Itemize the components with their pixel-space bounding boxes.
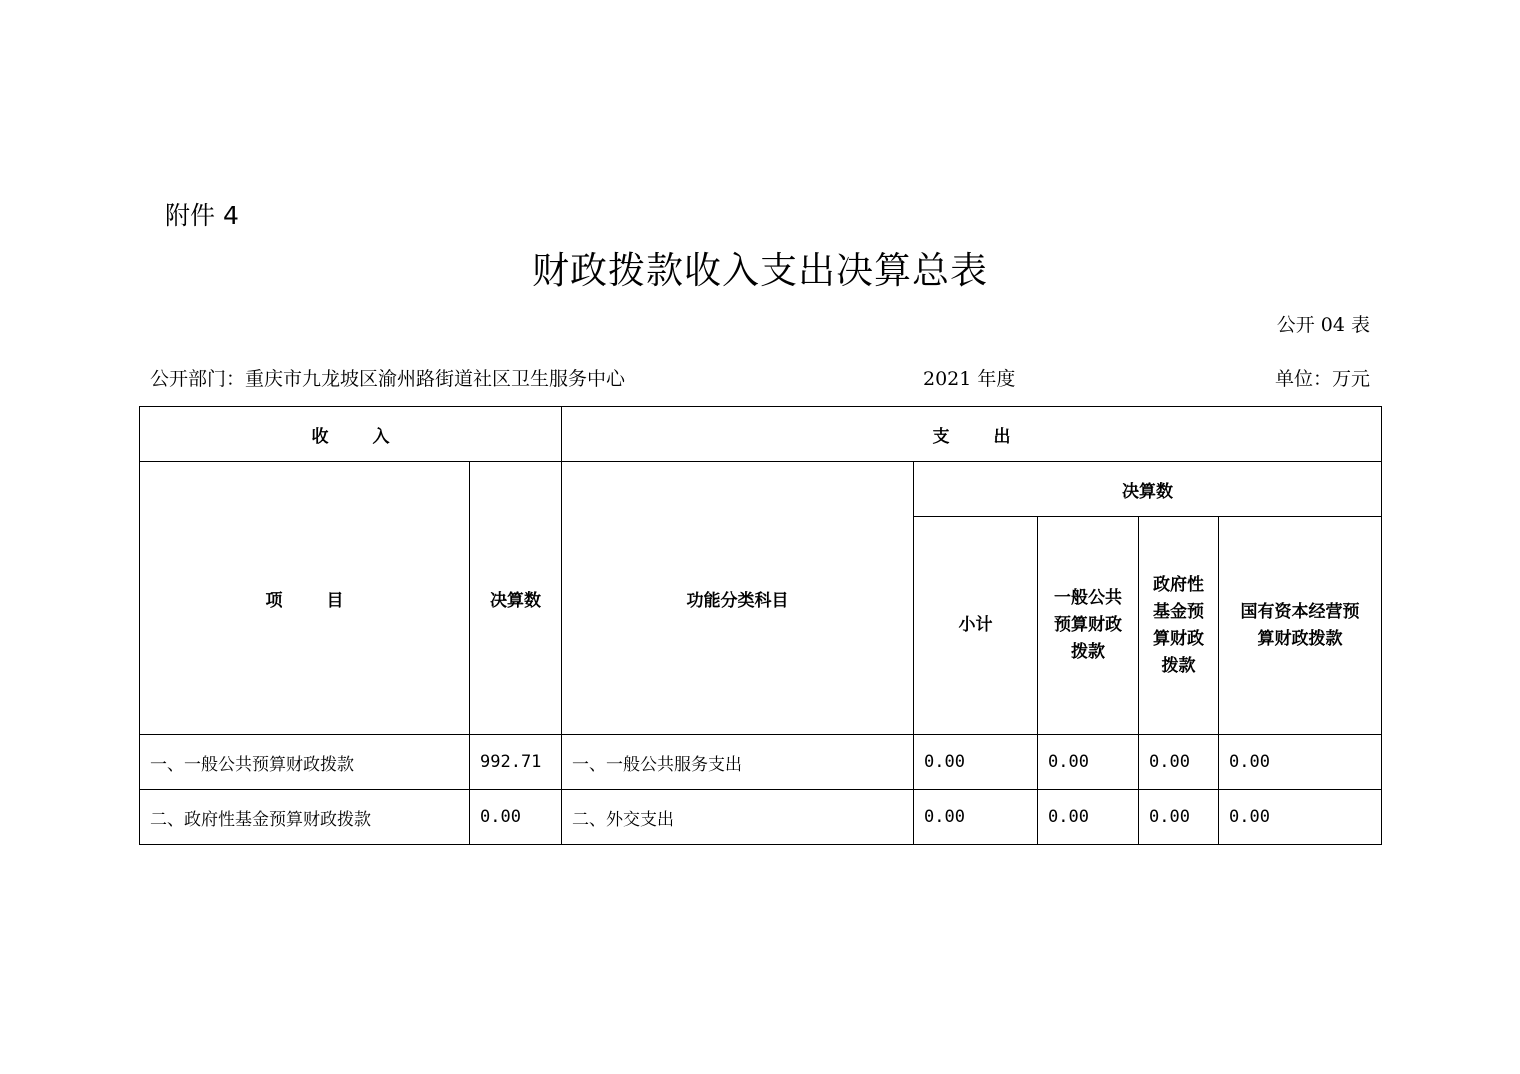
col-function: 功能分类科目	[562, 462, 914, 735]
col-general: 一般公共预算财政拨款	[1038, 517, 1139, 735]
expense-header-cell	[562, 407, 1382, 462]
row-item: 二、政府性基金预算财政拨款	[140, 790, 470, 845]
col-subtotal: 小计	[914, 517, 1038, 735]
row-fund: 0.00	[1139, 790, 1219, 845]
row-state-capital: 0.00	[1219, 790, 1382, 845]
expense-header: 支出	[932, 426, 1055, 447]
row-function: 一、一般公共服务支出	[562, 735, 914, 790]
col-item: 项目	[265, 590, 388, 611]
attachment-label: 附件 4	[165, 201, 239, 230]
form-code: 公开 04 表	[1276, 314, 1370, 336]
row-amount: 0.00	[470, 790, 562, 845]
row-function: 二、外交支出	[562, 790, 914, 845]
page-title: 财政拨款收入支出决算总表	[532, 249, 988, 292]
row-amount: 992.71	[470, 735, 562, 790]
row-fund: 0.00	[1139, 735, 1219, 790]
row-general: 0.00	[1038, 790, 1139, 845]
fiscal-year: 2021 年度	[923, 368, 1016, 390]
income-header: 收入	[311, 426, 434, 447]
row-item: 一、一般公共预算财政拨款	[140, 735, 470, 790]
row-state-capital: 0.00	[1219, 735, 1382, 790]
department-label: 公开部门：重庆市九龙坡区渝州路街道社区卫生服务中心	[150, 368, 626, 390]
col-amount: 决算数	[470, 462, 562, 735]
row-subtotal: 0.00	[914, 790, 1038, 845]
table-row	[140, 735, 1382, 790]
unit-label: 单位：万元	[1274, 368, 1370, 390]
row-general: 0.00	[1038, 735, 1139, 790]
col-fund: 政府性基金预算财政拨款	[1139, 517, 1219, 735]
income-header-cell	[140, 407, 562, 462]
table-row	[140, 790, 1382, 845]
col-item-cell	[140, 462, 470, 735]
col-state-capital: 国有资本经营预算财政拨款	[1219, 517, 1382, 735]
col-final-group: 决算数	[914, 462, 1382, 517]
row-subtotal: 0.00	[914, 735, 1038, 790]
fiscal-appropriation-table	[139, 406, 1382, 845]
